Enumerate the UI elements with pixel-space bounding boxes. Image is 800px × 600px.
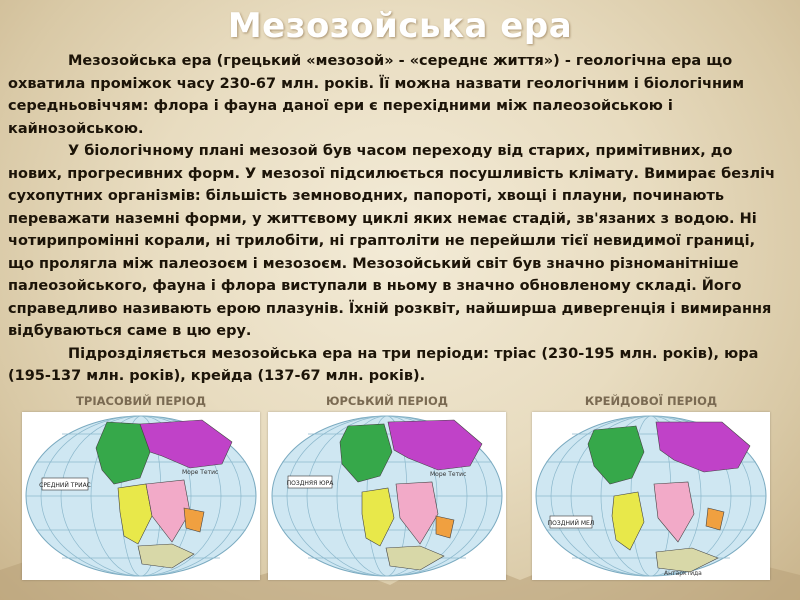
ocean-label-triassic: Море Тетис bbox=[182, 469, 219, 476]
period-label-triassic: ТРІАСОВИЙ ПЕРІОД bbox=[76, 394, 206, 408]
map-tag-jurassic: ПОЗДНЯЯ ЮРА bbox=[286, 480, 334, 487]
slide-title: Мезозойська ера bbox=[227, 6, 573, 46]
period-label-jurassic: ЮРСЬКИЙ ПЕРІОД bbox=[326, 394, 448, 408]
periods-row bbox=[0, 388, 800, 588]
map-tag-triassic: СРЕДНИЙ ТРИАС bbox=[39, 482, 91, 489]
map-cretaceous bbox=[532, 412, 770, 580]
ocean-label-cretaceous: Антарктида bbox=[664, 570, 702, 577]
period-label-cretaceous: КРЕЙДОВОЇ ПЕРІОД bbox=[584, 394, 718, 408]
paragraph-biology: У біологічному плані мезозой був часом переходу від старих, примітивних, до нових, прогресивних форм. У мезозої підсилюється посушливість клімату. Вимирає безліч сухопутних організмів: більшість земноводних, папороті, хвощі і плауни, починають переважати наземні форми, у життєвому циклі яких немає стадій, зв'язаних з водою. Ні чотирипромінні корали, ні трилобіти, ні граптоліти не перейшли тієї невидимої границі, що пролягла між палеозоєм і мезозоєм. Мезозойський світ був значно різноманітніше палеозойського, фауна і флора виступали в ньому в значно обновленому складі. Його справедливо називають ерою плазунів. Їхній розквіт, найширша дивергенція і вимирання відбуваються саме в цю еру. bbox=[8, 143, 776, 339]
ocean-label-jurassic: Море Тетис bbox=[430, 471, 467, 478]
body-text bbox=[8, 50, 778, 388]
paragraph-intro: Мезозойська ера (грецький «мезозой» - «середнє життя») - геологічна ера що охватила проміжок часу 230-67 млн. років. Її можна назвати геологічним і біологічним середньовіччям: флора і фауна даної ери є перехідними між палеозойською і кайнозойською. bbox=[8, 53, 745, 137]
map-triassic bbox=[22, 412, 260, 580]
paragraph-periods: Підрозділяється мезозойська ера на три періоди: тріас (230-195 млн. років), юра (195-137 млн. років), крейда (137-67 млн. років). bbox=[8, 345, 759, 384]
map-tag-cretaceous: ПОЗДНИЙ МЕЛ bbox=[547, 520, 595, 527]
map-jurassic bbox=[268, 412, 506, 580]
